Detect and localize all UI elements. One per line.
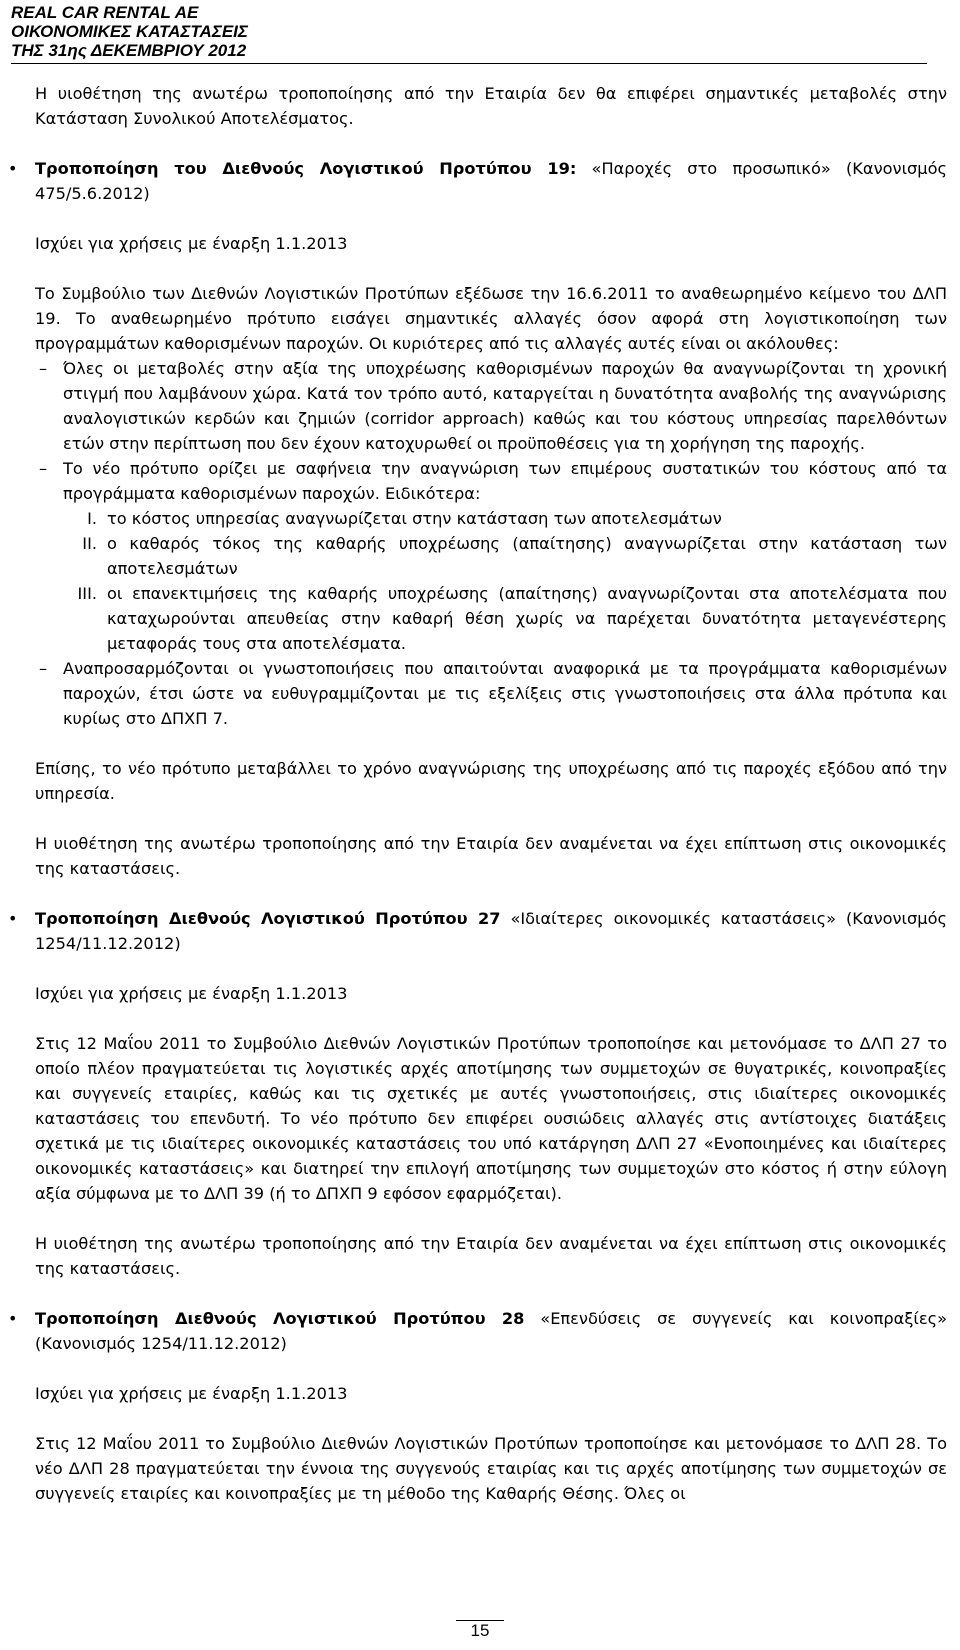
list-item-text: Όλες οι μεταβολές στην αξία της υποχρέωσης καθορισμένων παροχών θα αναγνωρίζονται τη χρονική στιγμή που λαμβάνουν χώρα. Κατά τον τρόπο αυτό, καταργείται η δυνατότητα αναβολής της αναγνώρισης αναλογιστικών κερδών και ζημιών (corridor approach) καθώς και του κόστους υπηρεσίας παρελθόντων ετών στην περίπτωση που δεν έχουν κατοχυρωθεί οι προϋποθέσεις για τη χορήγηση της παροχής. [63, 359, 947, 453]
section-heading-rest: «Ιδιαίτερες οικονομικές καταστάσεις» (Κανονισμός 1254/11.12.2012) [35, 909, 947, 953]
roman-item-text: το κόστος υπηρεσίας αναγνωρίζεται στην κατάσταση των αποτελεσμάτων [107, 509, 722, 528]
document-body [8, 81, 948, 1506]
section-heading-bold: Τροποποίηση του Διεθνούς Λογιστικού Προτύπου 19: [35, 159, 577, 178]
roman-list-item [35, 581, 947, 656]
dash-marker: – [39, 659, 48, 678]
section-paragraph: Η υιοθέτηση της ανωτέρω τροποποίησης από την Εταιρία δεν αναμένεται να έχει επίπτωση στις οικονομικές της καταστάσεις. [35, 834, 947, 878]
header-divider [11, 63, 927, 64]
bullet-icon: • [8, 909, 18, 928]
list-item [35, 656, 947, 731]
bullet-icon: • [8, 159, 18, 178]
page-header [11, 3, 248, 60]
section-paragraph: Το Συμβούλιο των Διεθνών Λογιστικών Προτύπων εξέδωσε την 16.6.2011 το αναθεωρημένο κείμενο του ΔΛΠ 19. Το αναθεωρημένο πρότυπο εισάγει σημαντικές αλλαγές όσον αφορά στη λογιστικοποίηση των προγραμμάτων καθορισμένων παροχών. Οι κυριότερες από τις αλλαγές αυτές είναι οι ακόλουθες: [35, 284, 947, 353]
section-paragraph: Η υιοθέτηση της ανωτέρω τροποποίησης από την Εταιρία δεν αναμένεται να έχει επίπτωση στις οικονομικές της καταστάσεις. [35, 1234, 947, 1278]
dash-marker: – [39, 459, 48, 478]
document-date: ΤΗΣ 31ης ΔΕΚΕΜΒΡΙΟΥ 2012 [11, 41, 247, 60]
section-paragraph: Στις 12 Μαΐου 2011 το Συμβούλιο Διεθνών Λογιστικών Προτύπων τροποποίησε και μετονόμασε το ΔΛΠ 27 το οποίο πλέον πραγματεύεται τις λογιστικές αρχές αποτίμησης των συμμετοχών σε θυγατρικές, κοινοπραξίες και συγγενείς εταιρίες, καθώς και τις σχετικές με αυτές γνωστοποιήσεις, στις ιδιαίτερες οικονομικές καταστάσεις του επενδυτή. Το νέο πρότυπο δεν επιφέρει ουσιώδεις αλλαγές στις αντίστοιχες διατάξεις σχετικά με τις ιδιαίτερες οικονομικές καταστάσεις του υπό κατάργηση ΔΛΠ 27 «Ενοποιημένες και ιδιαίτερες οικονομικές καταστάσεις» και διατηρεί την επιλογή αποτίμησης των συμμετοχών στο κόστος ή στην εύλογη αξία σύμφωνα με το ΔΛΠ 39 (ή το ΔΠΧΠ 9 εφόσον εφαρμόζεται). [35, 1034, 947, 1203]
roman-marker: II. [82, 534, 97, 553]
section-ias28-heading [8, 1306, 947, 1356]
list-item [35, 456, 947, 506]
roman-item-text: οι επανεκτιμήσεις της καθαρής υποχρέωσης (απαίτησης) αναγνωρίζονται στα αποτελέσματα που καταχωρούνται απευθείας στην καθαρή θέση χωρίς να παρέχεται δυνατότητα μεταγενέστερης μεταφοράς τους στα αποτελέσματα. [107, 584, 947, 653]
effective-date: Ισχύει για χρήσεις με έναρξη 1.1.2013 [35, 984, 348, 1003]
section-heading-bold: Τροποποίηση Διεθνούς Λογιστικού Προτύπου 28 [35, 1309, 525, 1328]
section-paragraph: Επίσης, το νέο πρότυπο μεταβάλλει το χρόνο αναγνώρισης της υποχρέωσης από τις παροχές εξόδου από την υπηρεσία. [35, 759, 947, 803]
list-item [35, 356, 947, 456]
section-heading-rest: «Επενδύσεις σε συγγενείς και κοινοπραξίες» (Κανονισμός 1254/11.12.2012) [35, 1309, 947, 1353]
effective-date: Ισχύει για χρήσεις με έναρξη 1.1.2013 [35, 1384, 348, 1403]
section-heading-rest: «Παροχές στο προσωπικό» (Κανονισμός 475/5.6.2012) [35, 159, 948, 203]
list-item-text: Αναπροσαρμόζονται οι γνωστοποιήσεις που απαιτούνται αναφορικά με τα προγράμματα καθορισμένων παροχών, έτσι ώστε να ευθυγραμμίζονται με τις εξελίξεις στις γνωστοποιήσεις στα άλλα πρότυπα και κυρίως στο ΔΠΧΠ 7. [63, 659, 947, 728]
dash-marker: – [39, 359, 48, 378]
section-heading-bold: Τροποποίηση Διεθνούς Λογιστικού Προτύπου 27 [35, 909, 501, 928]
document-title: ΟΙΚΟΝΟΜΙΚΕΣ ΚΑΤΑΣΤΑΣΕΙΣ [11, 22, 248, 41]
roman-list-item [35, 531, 947, 581]
intro-paragraph: Η υιοθέτηση της ανωτέρω τροποποίησης από την Εταιρία δεν θα επιφέρει σημαντικές μεταβολές στην Κατάσταση Συνολικού Αποτελέσματος. [35, 84, 947, 128]
effective-date: Ισχύει για χρήσεις με έναρξη 1.1.2013 [35, 234, 348, 253]
roman-marker: I. [87, 509, 97, 528]
roman-item-text: ο καθαρός τόκος της καθαρής υποχρέωσης (απαίτησης) αναγνωρίζεται στην κατάσταση των αποτελεσμάτων [107, 534, 947, 578]
roman-list-item [35, 506, 947, 531]
bullet-icon: • [8, 1309, 18, 1328]
company-name: REAL CAR RENTAL AE [11, 3, 199, 22]
section-ias19-heading [8, 156, 948, 206]
section-paragraph: Στις 12 Μαΐου 2011 το Συμβούλιο Διεθνών Λογιστικών Προτύπων τροποποίησε και μετονόμασε το ΔΛΠ 28. Το νέο ΔΛΠ 28 πραγματεύεται την έννοια της συγγενούς εταιρίας και τις αρχές αποτίμησης των συμμετοχών σε συγγενείς εταιρίες και κοινοπραξίες με τη μέθοδο της Καθαρής Θέσης. Όλες οι [35, 1434, 947, 1503]
page-number: 15 [470, 1621, 490, 1640]
section-ias27-heading [8, 906, 947, 956]
roman-marker: III. [77, 584, 97, 603]
list-item-text: Το νέο πρότυπο ορίζει με σαφήνεια την αναγνώριση των επιμέρους συστατικών του κόστους από τα προγράμματα καθορισμένων παροχών. Ειδικότερα: [63, 459, 947, 503]
